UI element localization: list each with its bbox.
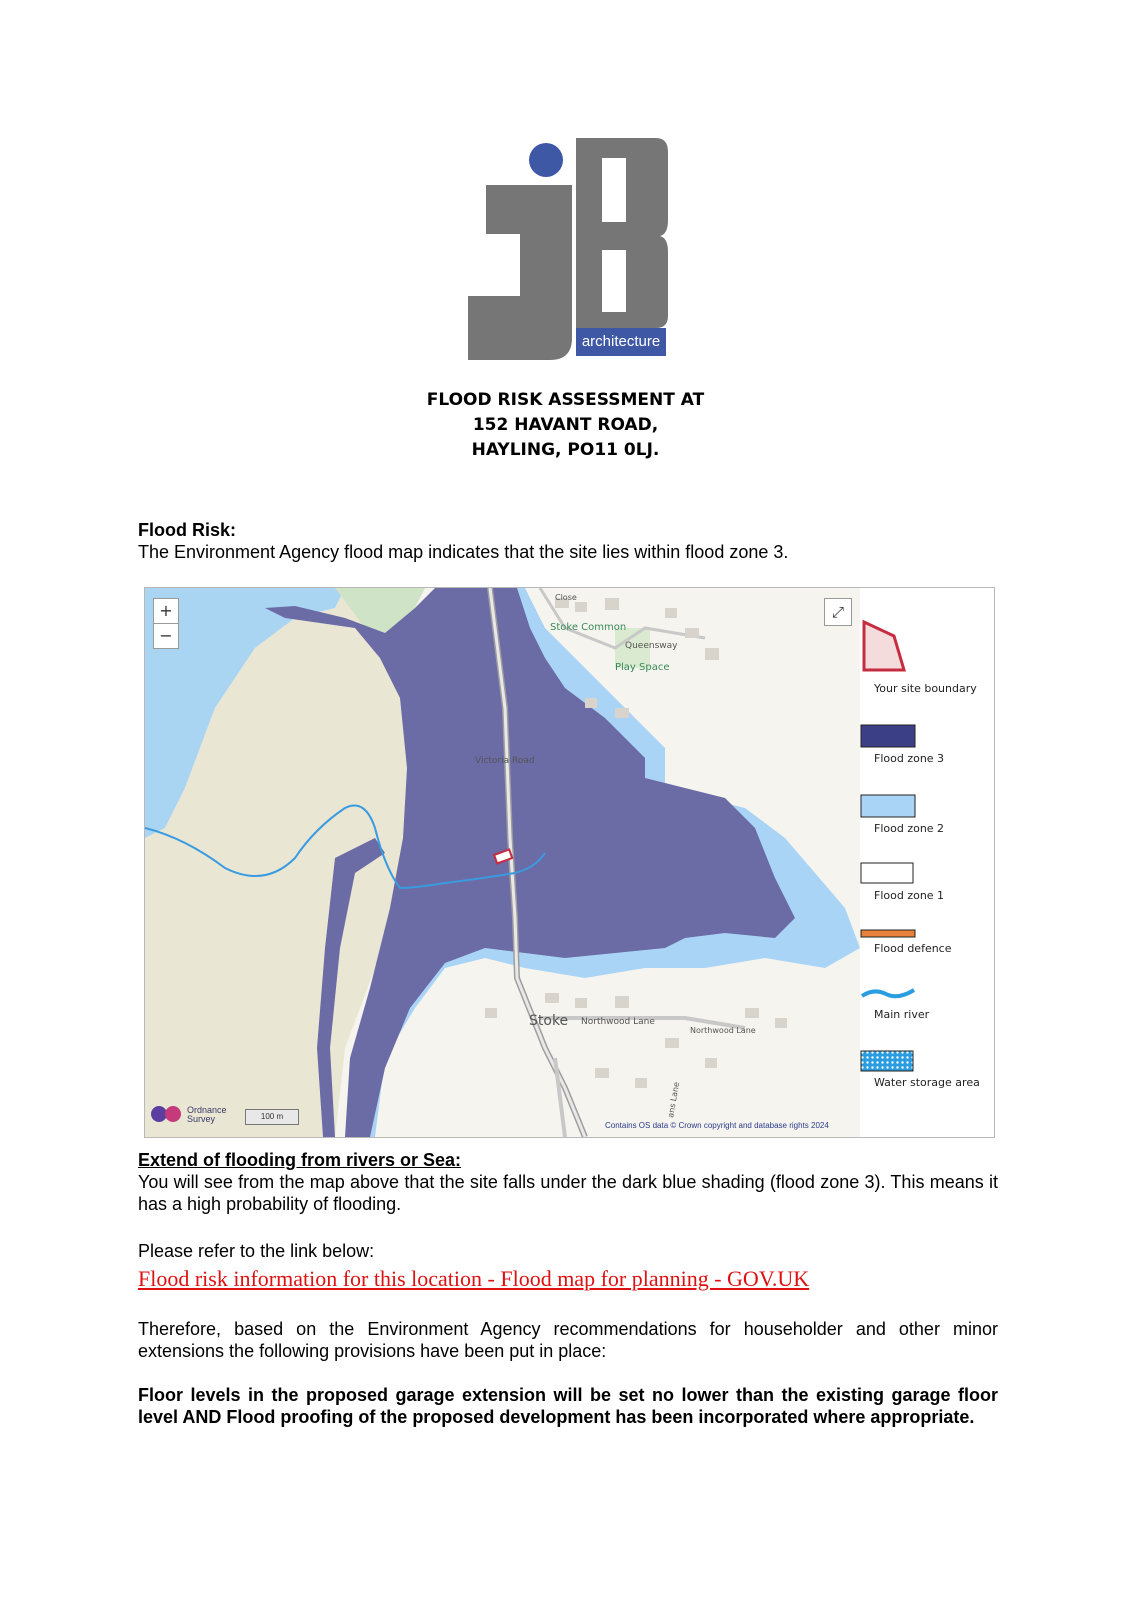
site-boundary-swatch bbox=[860, 616, 910, 674]
flood-zone-1-swatch bbox=[860, 862, 916, 886]
flood-zone-2-swatch bbox=[860, 794, 916, 818]
main-river-swatch bbox=[860, 986, 916, 1002]
os-brand-text: Ordnance Survey bbox=[187, 1105, 227, 1124]
title-line-2: 152 HAVANT ROAD, bbox=[472, 415, 659, 435]
legend-label-flood-defence: Flood defence bbox=[874, 942, 952, 955]
logo-wordmark: architecture bbox=[576, 328, 666, 356]
zoom-in-button[interactable]: + bbox=[159, 601, 173, 620]
extent-section bbox=[138, 1149, 998, 1215]
flood-map-canvas bbox=[145, 588, 860, 1137]
legend-label-flood-zone-2: Flood zone 2 bbox=[874, 822, 945, 835]
map-legend bbox=[860, 588, 994, 1137]
flood-risk-heading: Flood Risk: bbox=[138, 520, 236, 540]
label-lane: ans Lane bbox=[666, 1081, 682, 1119]
extent-heading: Extend of flooding from rivers or Sea: bbox=[138, 1150, 462, 1170]
label-queensway: Queensway bbox=[625, 641, 678, 651]
label-close: Close bbox=[555, 593, 577, 602]
water-storage-swatch bbox=[860, 1050, 916, 1074]
map-copyright: Contains OS data © Crown copyright and database rights 2024 bbox=[605, 1121, 829, 1130]
legend-label-flood-zone-1: Flood zone 1 bbox=[874, 889, 945, 902]
label-stoke: Stoke bbox=[529, 1013, 569, 1029]
title-line-1: FLOOD RISK ASSESSMENT AT bbox=[426, 390, 705, 410]
flood-risk-section bbox=[138, 519, 998, 563]
fullscreen-icon[interactable]: ⤢ bbox=[824, 598, 852, 626]
scale-bar: 100 m bbox=[245, 1109, 299, 1125]
flood-map[interactable] bbox=[144, 587, 995, 1138]
label-play-space: Play Space bbox=[615, 662, 670, 673]
refer-text: Please refer to the link below: bbox=[138, 1241, 375, 1261]
document-title bbox=[0, 388, 1131, 463]
flood-zone-3-swatch bbox=[860, 724, 916, 748]
zoom-out-button[interactable]: − bbox=[154, 623, 178, 648]
label-northwood-lane-2: Northwood Lane bbox=[690, 1026, 756, 1035]
label-stoke-common-1: Stoke Common bbox=[550, 622, 627, 633]
legend-label-site-boundary: Your site boundary bbox=[874, 682, 977, 695]
title-line-3: HAYLING, PO11 0LJ. bbox=[471, 440, 660, 460]
label-victoria-road: Victoria Road bbox=[475, 756, 535, 766]
legend-label-flood-zone-3: Flood zone 3 bbox=[874, 752, 945, 765]
legend-label-main-river: Main river bbox=[874, 1008, 930, 1021]
flood-risk-text: The Environment Agency flood map indicates that the site lies within flood zone 3. bbox=[138, 542, 789, 562]
zoom-controls bbox=[153, 598, 179, 649]
legend-label-water-storage: Water storage area bbox=[874, 1076, 980, 1089]
therefore-text: Therefore, based on the Environment Agency recommendations for householder and other minor extensions the following provisions have been put in place: bbox=[138, 1319, 998, 1361]
provision-text: Floor levels in the proposed garage extension will be set no lower than the existing garage floor level AND Flood proofing of the proposed development has been incorporated where appropriate. bbox=[138, 1385, 998, 1427]
label-northwood-lane-1: Northwood Lane bbox=[581, 1017, 655, 1027]
flood-map-link[interactable]: Flood risk information for this location - Flood map for planning - GOV.UK bbox=[138, 1266, 810, 1291]
extent-text: You will see from the map above that the site falls under the dark blue shading (flood zone 3). This means it has a high probability of flooding. bbox=[138, 1172, 998, 1214]
flood-defence-swatch bbox=[860, 929, 916, 939]
company-logo bbox=[468, 138, 668, 362]
